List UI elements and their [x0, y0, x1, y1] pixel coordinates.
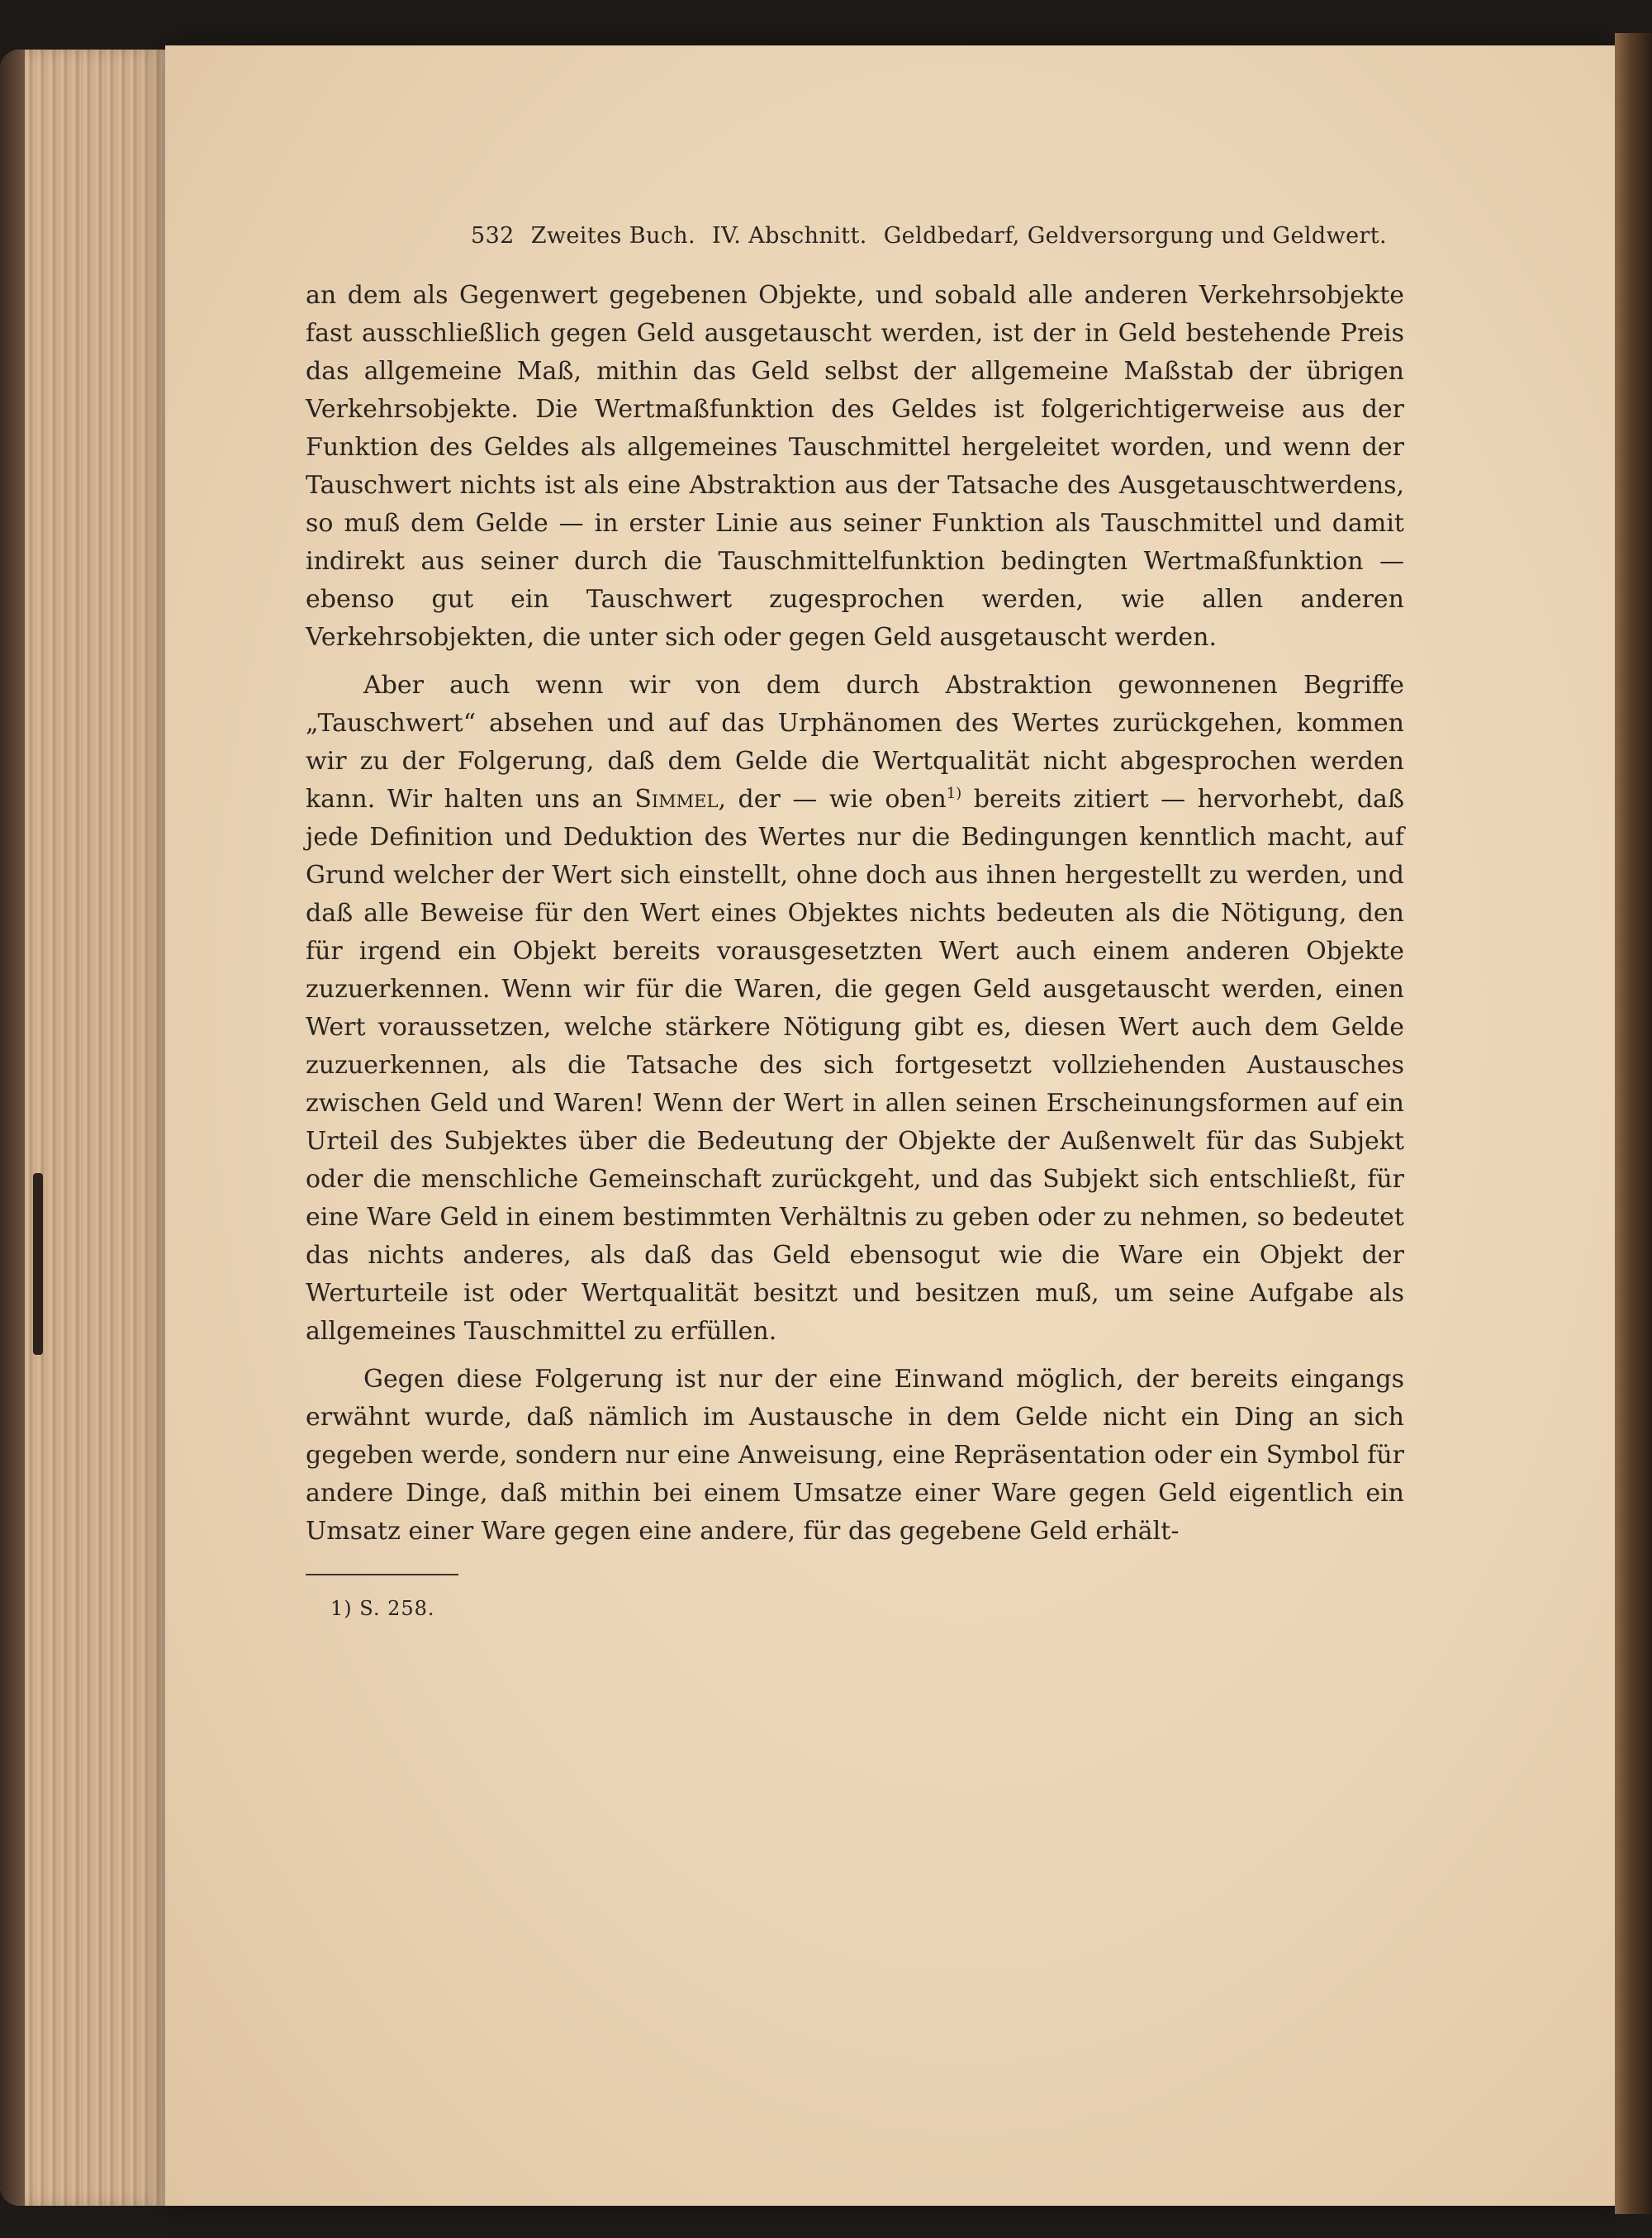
- page-number: 532: [471, 223, 515, 249]
- paragraph-3: Gegen diese Folgerung ist nur der eine Einwand möglich, der bereits eingangs erwähnt wurde, daß nämlich im Austausche in dem Gelde nicht ein Ding an sich gegeben werde, sondern nur eine Anweisung, eine Repräsentation oder ein Symbol für andere Dinge, daß mithin bei einem Umsatze einer Ware gegen Geld eigentlich ein Umsatz einer Ware gegen eine andere, für das gegebene Geld erhält-: [306, 1365, 1404, 1546]
- page-text: [306, 223, 1404, 1620]
- book-label: Zweites Buch.: [530, 223, 696, 249]
- bookmark-ribbon: [33, 1173, 43, 1355]
- paragraph-1: an dem als Gegenwert gegebenen Objekte, und sobald alle anderen Verkehrsobjekte fast ausschließlich gegen Geld ausgetauscht werden, ist der in Geld bestehende Preis das allgemeine Maß, mithin das Geld selbst der allgemeine Maßstab der übrigen Verkehrsobjekte. Die Wertmaßfunktion des Geldes ist folgerichtigerweise aus der Funktion des Geldes als allgemeines Tauschmittel hergeleitet worden, und wenn der Tauschwert nichts ist als eine Abstraktion aus der Tatsache des Ausgetauschtwerdens, so muß dem Gelde — in erster Linie aus seiner Funktion als Tauschmittel und damit indirekt aus seiner durch die Tauschmittelfunktion bedingten Wertmaßfunktion — ebenso gut ein Tauschwert zugesprochen werden, wie allen anderen Verkehrsobjekten, die unter sich oder gegen Geld ausgetauscht werden.: [306, 281, 1404, 652]
- footnote: 1) S. 258.: [330, 1597, 435, 1620]
- author-name: Simmel: [634, 785, 719, 814]
- section-label: IV. Abschnitt.: [712, 223, 867, 249]
- footnote-divider: [306, 1574, 458, 1575]
- running-head: [471, 223, 1404, 249]
- page-edges: [0, 50, 190, 2206]
- paragraph-2-part-2: , der — wie oben: [718, 785, 947, 814]
- book-spine-edge: [1615, 33, 1652, 2214]
- footnote-reference: 1): [946, 785, 962, 802]
- paragraph-2: [306, 667, 1404, 1351]
- chapter-title: Geldbedarf, Geldversorgung und Geldwert.: [883, 223, 1388, 249]
- paragraph-2-part-3: bereits zitiert — hervorhebt, daß jede Definition und Deduktion des Wertes nur die Bedingungen kenntlich macht, auf Grund welcher der Wert sich einstellt, ohne doch aus ihnen hergestellt zu werden, und daß alle Beweise für den Wert eines Objektes nichts bedeuten als die Nötigung, den für irgend ein Objekt bereits vorausgesetzten Wert auch einem anderen Objekte zuzuerkennen. Wenn wir für die Waren, die gegen Geld ausgetauscht werden, einen Wert voraussetzen, welche stärkere Nötigung gibt es, diesen Wert auch dem Gelde zuzuerkennen, als die Tatsache des sich fortgesetzt vollziehenden Austausches zwischen Geld und Waren! Wenn der Wert in allen seinen Erscheinungsformen auf ein Urteil des Subjektes über die Bedeutung der Objekte der Außenwelt für das Subjekt oder die menschliche Gemeinschaft zurückgeht, und das Subjekt sich entschließt, für eine Ware Geld in einem bestimmten Verhältnis zu geben oder zu nehmen, so bedeutet das nichts anderes, als daß das Geld ebensogut wie die Ware ein Objekt der Werturteile ist oder Wertqualität besitzt und besitzen muß, um seine Aufgabe als allgemeines Tauschmittel zu erfüllen.: [306, 785, 1404, 1346]
- paragraph-2-part-1: Aber auch wenn wir von dem durch Abstraktion gewonnenen Begriffe „Tauschwert“ absehen und auf das Urphänomen des Wertes zurückgehen, kommen wir zu der Folgerung, daß dem Gelde die Wertqualität nicht abgesprochen werden kann. Wir halten uns an: [306, 671, 1404, 814]
